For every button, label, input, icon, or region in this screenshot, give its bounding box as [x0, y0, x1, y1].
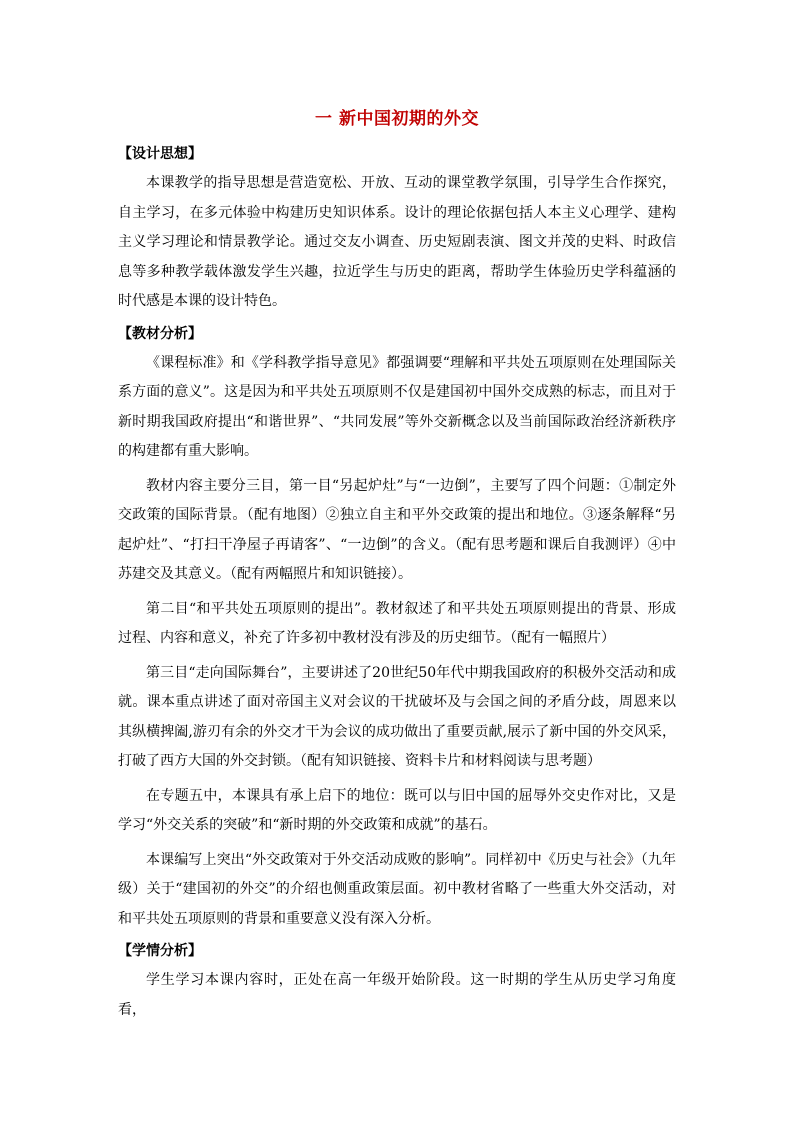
- section-student-analysis: [118, 939, 676, 1025]
- paragraph: 第二目“和平共处五项原则的提出”。教材叙述了和平共处五项原则提出的背景、形成过程、内容和意义，补充了许多初中教材没有涉及的历史细节。（配有一幅照片）: [118, 600, 676, 646]
- paragraph: 第三目“走向国际舞台”，主要讲述了20世纪50年代中期我国政府的积极外交活动和成就。课本重点讲述了面对帝国主义对会议的干扰破坏及与会国之间的矛盾分歧，周恩来以其纵横捭阖,游刃有余的外交才干为会议的成功做出了重要贡献,展示了新中国的外交风采，打破了西方大国的外交封锁。（配有知识链接、资料卡片和材料阅读与思考题）: [118, 664, 676, 769]
- section-textbook-analysis: [118, 322, 676, 935]
- section-heading: 【学情分析】: [118, 943, 202, 959]
- paragraph: 本课编写上突出“外交政策对于外交活动成败的影响”。同样初中《历史与社会》（九年级）关于“建国初的外交”的介绍也侧重政策层面。初中教材省略了一些重大外交活动，对和平共处五项原则的背景和重要意义没有深入分析。: [118, 851, 676, 927]
- document-body: [118, 142, 676, 1030]
- paragraph: 教材内容主要分三目，第一目“另起炉灶”与“一边倒”，主要写了四个问题：①制定外交政策的国际背景。（配有地图）②独立自主和平外交政策的提出和地位。③逐条解释“另起炉灶”、“打扫干净屋子再请客”、“一边倒”的含义。（配有思考题和课后自我测评）④中苏建交及其意义。（配有两幅照片和知识链接）。: [118, 477, 676, 582]
- paragraph: 本课教学的指导思想是营造宽松、开放、互动的课堂教学氛围，引导学生合作探究，自主学习，在多元体验中构建历史知识体系。设计的理论依据包括人本主义心理学、建构主义学习理论和情景教学论。通过交友小调查、历史短剧表演、图文并茂的史料、时政信息等多种教学载体激发学生兴趣，拉近学生与历史的距离，帮助学生体验历史学科蕴涵的时代感是本课的设计特色。: [118, 175, 676, 309]
- page-title: 一 新中国初期的外交: [315, 109, 479, 129]
- paragraph: 在专题五中，本课具有承上启下的地位：既可以与旧中国的屈辱外交史作对比，又是学习“外交关系的突破”和“新时期的外交政策和成就”的基石。: [118, 787, 676, 833]
- paragraph: 学生学习本课内容时，正处在高一年级开始阶段。这一时期的学生从历史学习角度看，: [118, 972, 676, 1018]
- section-heading: 【设计思想】: [118, 146, 202, 162]
- paragraph: 《课程标准》和《学科教学指导意见》都强调要“理解和平共处五项原则在处理国际关系方面的意义”。这是因为和平共处五项原则不仅是建国初中国外交成熟的标志，而且对于新时期我国政府提出“和谐世界”、“共同发展”等外交新概念以及当前国际政治经济新秩序的构建都有重大影响。: [118, 354, 676, 459]
- section-heading: 【教材分析】: [118, 325, 202, 342]
- section-design-idea: [118, 142, 676, 317]
